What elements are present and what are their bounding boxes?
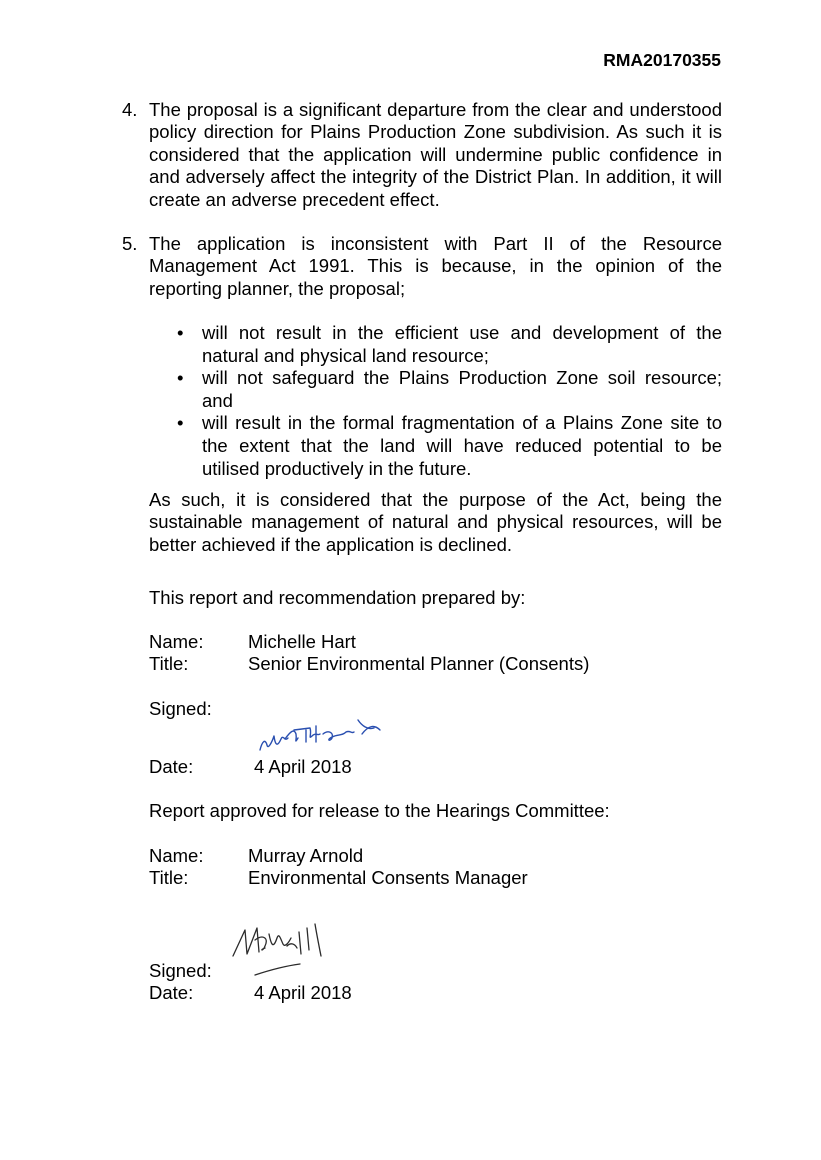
list-item [177,367,722,412]
numbered-point-5 [122,233,722,300]
prepared-date: 4 April 2018 [254,756,352,777]
approved-signed-label: Signed: [149,960,212,981]
conclusion-paragraph: As such, it is considered that the purpose of the Act, being the sustainable management of natural and physical resources, will be better achieved if the application is declined. [149,489,722,555]
point-number: 5. [122,233,138,254]
point-text: The application is inconsistent with Part II of the Resource Management Act 1991. This is because, in the opinion of the reporting planner, the proposal; [149,233,722,299]
bullet-symbol: • [177,367,184,389]
prepared-title-label: Title: [149,653,189,674]
approved-title: Environmental Consents Manager [248,867,528,888]
bullet-list [177,322,722,480]
prepared-intro: This report and recommendation prepared by: [149,587,526,608]
approved-name: Murray Arnold [248,845,364,866]
prepared-name-label: Name: [149,631,204,652]
document-reference: RMA20170355 [603,50,721,70]
prepared-signed-label: Signed: [149,698,212,719]
approved-title-label: Title: [149,867,189,888]
list-item [177,322,722,367]
point-number: 4. [122,99,138,120]
prepared-title: Senior Environmental Planner (Consents) [248,653,590,674]
approved-name-label: Name: [149,845,204,866]
point-text: The proposal is a significant departure from the clear and understood policy direction for Plains Production Zone subdivision. As such it is considered that the application will undermine public confidence in and adversely affect the integrity of the District Plan. In addition, it will create an adverse precedent effect. [149,99,722,210]
bullet-text: will result in the formal fragmentation of a Plains Zone site to the extent that the land will have reduced potential to be utilised productively in the future. [202,412,722,479]
approved-intro: Report approved for release to the Hearings Committee: [149,800,610,821]
bullet-symbol: • [177,412,184,434]
numbered-point-4 [122,99,722,211]
approved-date: 4 April 2018 [254,982,352,1003]
list-item [177,412,722,480]
approved-date-label: Date: [149,982,194,1003]
bullet-text: will not safeguard the Plains Production Zone soil resource; and [202,367,722,411]
bullet-symbol: • [177,322,184,343]
signature-image [225,920,330,978]
signature-image [250,712,385,757]
bullet-text: will not result in the efficient use and development of the natural and physical land resource; [202,322,722,366]
prepared-date-label: Date: [149,756,194,777]
prepared-name: Michelle Hart [248,631,356,652]
